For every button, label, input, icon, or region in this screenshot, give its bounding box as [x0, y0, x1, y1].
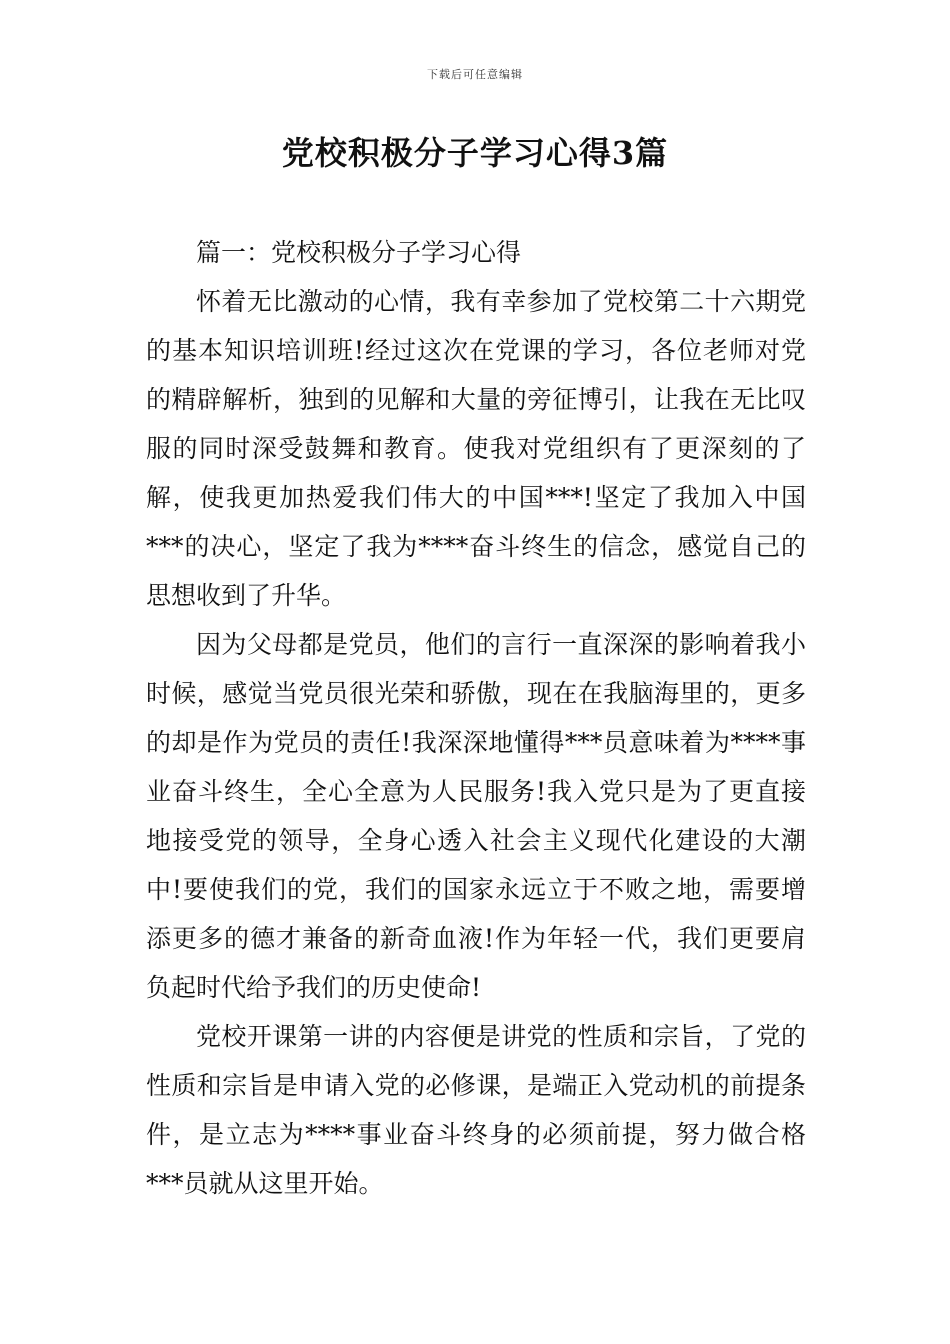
document-body — [146, 228, 806, 1208]
section-heading: 篇一：党校积极分子学习心得 — [196, 238, 522, 267]
document-title: 党校积极分子学习心得3篇 — [281, 134, 669, 172]
paragraph-3: 党校开课第一讲的内容便是讲党的性质和宗旨，了党的性质和宗旨是申请入党的必修课，是端正入党动机的前提条件，是立志为****事业奋斗终身的必须前提，努力做合格***员就从这里开始。 — [146, 1022, 806, 1198]
paragraph-1: 怀着无比激动的心情，我有幸参加了党校第二十六期党的基本知识培训班!经过这次在党课的学习，各位老师对党的精辟解析，独到的见解和大量的旁征博引，让我在无比叹服的同时深受鼓舞和教育。使我对党组织有了更深刻的了解，使我更加热爱我们伟大的中国***!坚定了我加入中国***的决心，坚定了我为****奋斗终生的信念，感觉自己的思想收到了升华。 — [146, 287, 806, 610]
header-note: 下载后可任意编辑 — [427, 68, 523, 81]
paragraph-2: 因为父母都是党员，他们的言行一直深深的影响着我小时候，感觉当党员很光荣和骄傲，现在在我脑海里的，更多的却是作为党员的责任!我深深地懂得***员意味着为****事业奋斗终生，全心全意为人民服务!我入党只是为了更直接地接受党的领导，全身心透入社会主义现代化建设的大潮中!要使我们的党，我们的国家永远立于不败之地，需要增添更多的德才兼备的新奇血液!作为年轻一代，我们更要肩负起时代给予我们的历史使命! — [146, 630, 806, 1002]
